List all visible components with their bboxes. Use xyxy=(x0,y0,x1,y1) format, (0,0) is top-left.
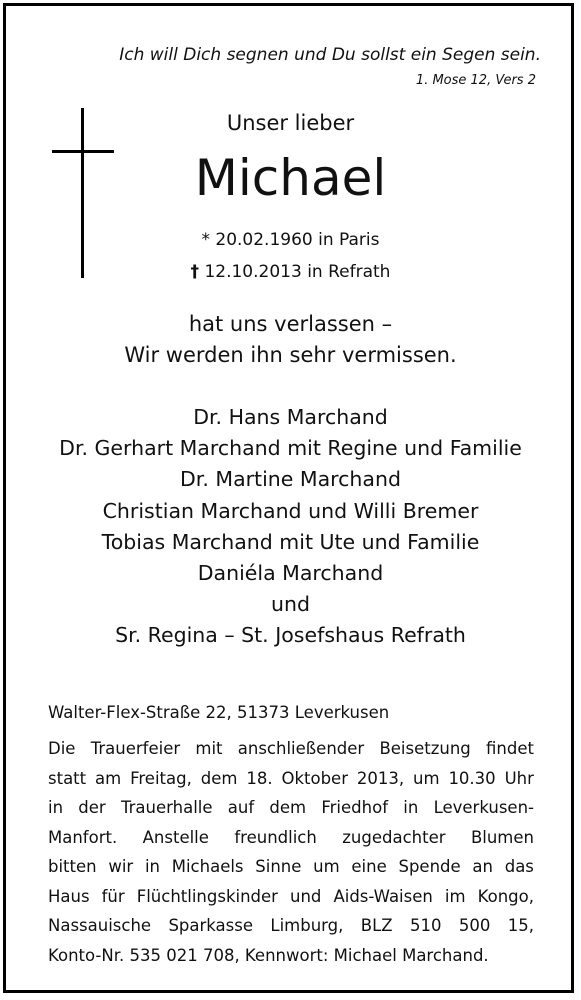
death-date-line xyxy=(0,262,581,282)
birth-date: * 20.02.1960 in Paris xyxy=(201,230,380,250)
mourner: Dr. Hans Marchand xyxy=(193,405,388,429)
bible-verse-source: 1. Mose 12, Vers 2 xyxy=(415,73,536,88)
mourner: Dr. Martine Marchand xyxy=(180,467,401,492)
notice-line: Haus für Flüchtlingskinder und Aids-Waisen im Kongo, xyxy=(48,886,534,906)
mourners-list xyxy=(0,402,581,652)
mourner: Daniéla Marchand xyxy=(197,561,384,586)
deceased-name: Michael xyxy=(194,149,387,207)
death-date: 12.10.2013 in Refrath xyxy=(204,262,391,282)
mourner: und xyxy=(271,592,310,617)
notice-line: Nassauische Sparkasse Limburg, BLZ 510 500 15, xyxy=(48,916,534,935)
funeral-notice xyxy=(48,734,534,970)
mourner: Christian Marchand und Willi Bremer xyxy=(102,498,479,523)
family-address: Walter-Flex-Straße 22, 51373 Leverkusen xyxy=(48,703,390,722)
mourner: Dr. Gerhart Marchand mit Regine und Familie xyxy=(59,436,522,461)
bible-verse: Ich will Dich segnen und Du sollst ein Segen sein. xyxy=(119,45,541,65)
notice-line: Konto-Nr. 535 021 708, Kennwort: Michael Marchand. xyxy=(48,945,489,965)
notice-line: Manfort. Anstelle freundlich zugedachter Blumen xyxy=(48,827,534,847)
message-line-2: Wir werden ihn sehr vermissen. xyxy=(124,343,457,367)
notice-line: bitten wir in Michaels Sinne um eine Spende an das xyxy=(48,857,534,876)
mourner: Sr. Regina – St. Josefshaus Refrath xyxy=(115,623,466,648)
dagger-icon: † xyxy=(190,262,200,282)
notice-line: in der Trauerhalle auf dem Friedhof in Leverkusen- xyxy=(48,798,534,817)
message-line-1: hat uns verlassen – xyxy=(188,312,393,336)
intro-text: Unser lieber xyxy=(226,111,355,135)
notice-line: statt am Freitag, dem 18. Oktober 2013, um 10.30 Uhr xyxy=(48,768,534,788)
notice-line: Die Trauerfeier mit anschließender Beisetzung findet xyxy=(48,739,534,758)
mourner: Tobias Marchand mit Ute und Familie xyxy=(101,529,480,554)
